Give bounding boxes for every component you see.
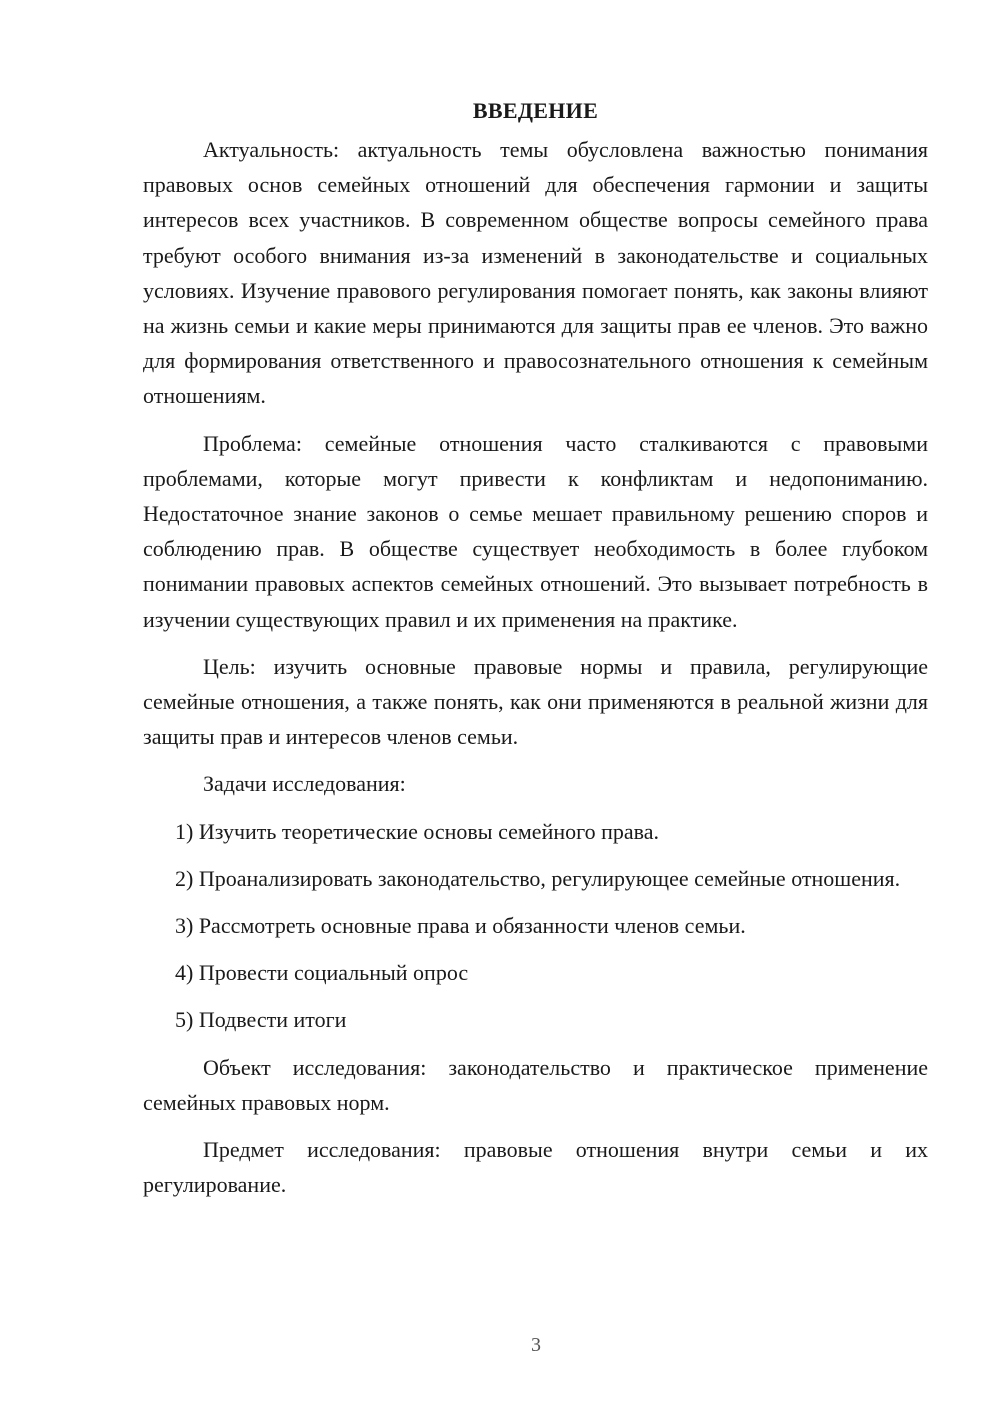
task-item: 5) Подвести итоги <box>175 1007 347 1033</box>
goal-paragraph: Цель: изучить основные правовые нормы и правила, регулирующие семейные отношения, а также понять, как они применяются в реальной жизни для защиты прав и интересов членов семьи. <box>143 653 928 750</box>
task-item: 4) Провести социальный опрос <box>175 960 469 986</box>
page-content <box>143 96 928 1202</box>
page-number: 3 <box>531 1334 541 1356</box>
problem-paragraph: Проблема: семейные отношения часто сталкиваются с правовыми проблемами, которые могут привести к конфликтам и недопониманию. Недостаточное знание законов о семье мешает правильному решению споров и соблюдению прав. В обществе существует необходимость в более глубоком понимании правовых аспектов семейных отношений. Это вызывает потребность в изучении существующих правил и их применения на практике. <box>143 430 928 632</box>
object-paragraph: Объект исследования: законодательство и практическое применение семейных правовых норм. <box>143 1054 928 1115</box>
task-item: 1) Изучить теоретические основы семейного права. <box>175 818 659 844</box>
tasks-heading: Задачи исследования: <box>203 771 406 797</box>
task-item: 2) Проанализировать законодательство, регулирующее семейные отношения. <box>175 865 901 891</box>
page-title: ВВЕДЕНИЕ <box>472 98 599 123</box>
relevance-paragraph: Актуальность: актуальность темы обусловлена важностью понимания правовых основ семейных отношений для обеспечения гармонии и защиты интересов всех участников. В современном обществе вопросы семейного права требуют особого внимания из-за изменений в законодательстве и социальных условиях. Изучение правового регулирования помогает понять, как законы влияют на жизнь семьи и какие меры принимаются для защиты прав ее членов. Это важно для формирования ответственного и правосознательного отношения к семейным отношениям. <box>143 137 928 409</box>
task-item: 3) Рассмотреть основные права и обязанности членов семьи. <box>175 913 746 939</box>
subject-paragraph: Предмет исследования: правовые отношения внутри семьи и их регулирование. <box>143 1137 928 1198</box>
